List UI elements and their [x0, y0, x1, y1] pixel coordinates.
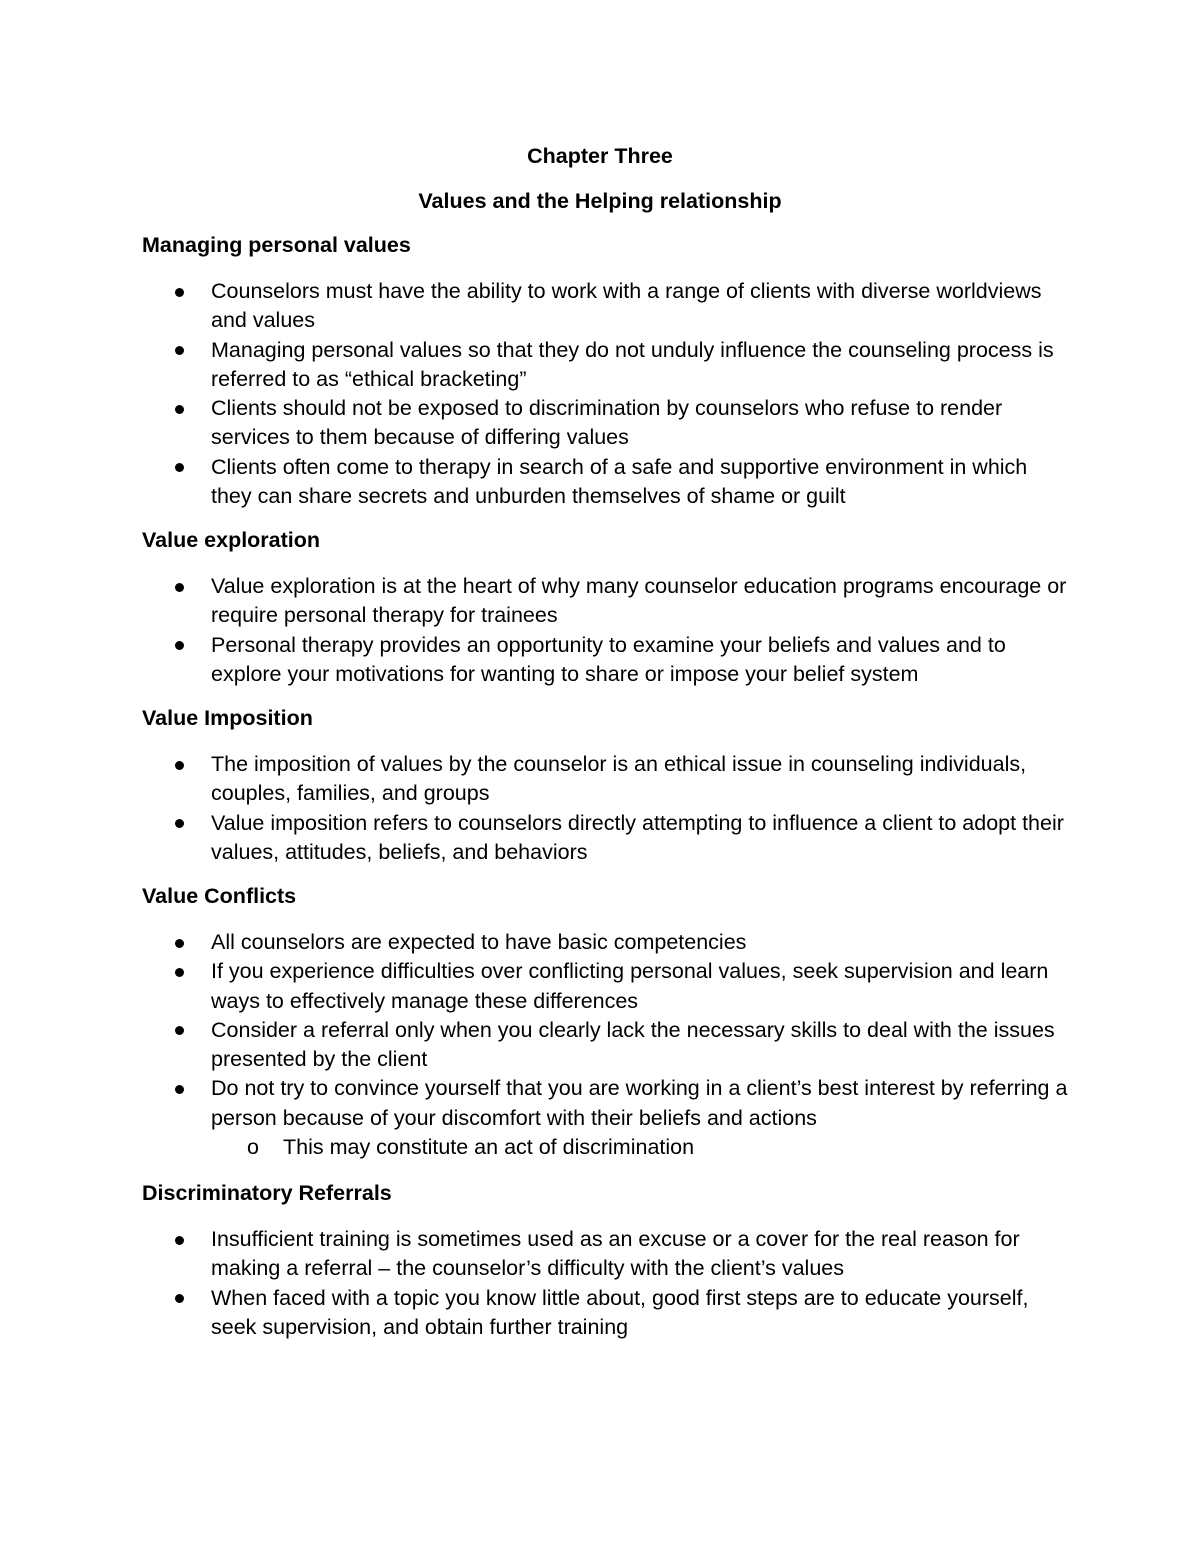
hollow-bullet-icon: o	[247, 1135, 259, 1160]
bullet-icon	[175, 346, 184, 355]
list-item-text: All counselors are expected to have basic competencies	[211, 930, 747, 954]
list-item-text: Consider a referral only when you clearly lack the necessary skills to deal with the issues presented by the client	[211, 1017, 1055, 1072]
list-item-text: When faced with a topic you know little about, good first steps are to educate yourself, seek supervision, and obtain further training	[211, 1285, 1029, 1339]
bullet-list	[142, 1225, 1072, 1342]
list-item	[142, 928, 1072, 957]
bullet-list	[142, 572, 1072, 689]
list-item-text: Managing personal values so that they do not unduly influence the counseling process is referred to as “ethical bracketing”	[211, 337, 1054, 391]
bullet-icon	[175, 1026, 184, 1035]
list-item-text: If you experience difficulties over conflicting personal values, seek supervision and learn ways to effectively manage these differences	[211, 959, 1049, 1013]
bullet-icon	[175, 761, 184, 770]
section-value-conflicts	[142, 883, 1072, 1162]
bullet-list	[142, 750, 1072, 867]
section-value-exploration	[142, 527, 1072, 689]
list-item-text: Value imposition refers to counselors directly attempting to influence a client to adopt their values, attitudes, beliefs, and behaviors	[211, 810, 1064, 864]
bullet-icon	[175, 1294, 184, 1303]
section-value-imposition	[142, 705, 1072, 867]
bullet-icon	[175, 405, 184, 414]
list-item	[142, 336, 1072, 395]
list-item-text: Clients should not be exposed to discrimination by counselors who refuse to render services to them because of differing values	[211, 396, 1003, 450]
sub-list	[211, 1133, 1072, 1162]
section-heading: Discriminatory Referrals	[142, 1181, 392, 1205]
list-item	[142, 957, 1072, 1016]
list-item	[142, 1225, 1072, 1284]
list-item	[142, 631, 1072, 690]
list-item-text: Counselors must have the ability to work with a range of clients with diverse worldviews and values	[211, 279, 1042, 333]
chapter-title: Chapter Three	[527, 144, 673, 168]
bullet-list	[142, 928, 1072, 1162]
bullet-icon	[175, 1085, 184, 1094]
bullet-icon	[175, 1236, 184, 1245]
chapter-subtitle: Values and the Helping relationship	[418, 189, 782, 213]
bullet-icon	[175, 583, 184, 592]
list-item	[142, 809, 1072, 868]
section-heading: Managing personal values	[142, 233, 411, 257]
bullet-icon	[175, 288, 184, 297]
section-managing-personal-values	[142, 232, 1072, 511]
sub-list-item-text: This may constitute an act of discrimination	[283, 1135, 695, 1160]
list-item	[142, 1284, 1072, 1343]
list-item-text: Insufficient training is sometimes used as an excuse or a cover for the real reason for making a referral – the counselor’s difficulty with the client’s values	[211, 1227, 1020, 1281]
section-heading: Value Conflicts	[142, 884, 297, 908]
list-item	[142, 277, 1072, 336]
list-item	[142, 1074, 1072, 1162]
list-item	[142, 394, 1072, 453]
sub-list-item	[211, 1133, 1072, 1162]
section-heading: Value Imposition	[142, 706, 313, 730]
bullet-icon	[175, 463, 184, 472]
list-item-text: Personal therapy provides an opportunity to examine your beliefs and values and to explore your motivations for wanting to share or impose your belief system	[211, 632, 1006, 686]
bullet-icon	[175, 819, 184, 828]
list-item-text: Value exploration is at the heart of why many counselor education programs encourage or require personal therapy for trainees	[211, 574, 1067, 628]
bullet-list	[142, 277, 1072, 511]
bullet-icon	[175, 641, 184, 650]
list-item	[142, 453, 1072, 512]
bullet-icon	[175, 968, 184, 977]
list-item	[142, 572, 1072, 631]
bullet-icon	[175, 939, 184, 948]
list-item	[142, 750, 1072, 809]
section-discriminatory-referrals	[142, 1180, 1072, 1342]
list-item-text: Clients often come to therapy in search of a safe and supportive environment in which they can share secrets and unburden themselves of shame or guilt	[211, 454, 1028, 509]
list-item-text: The imposition of values by the counselor is an ethical issue in counseling individuals, couples, families, and groups	[211, 752, 1027, 806]
section-heading: Value exploration	[142, 528, 321, 552]
list-item	[142, 1016, 1072, 1075]
list-item-text: Do not try to convince yourself that you are working in a client’s best interest by referring a person because of your discomfort with their beliefs and actions	[211, 1076, 1068, 1130]
